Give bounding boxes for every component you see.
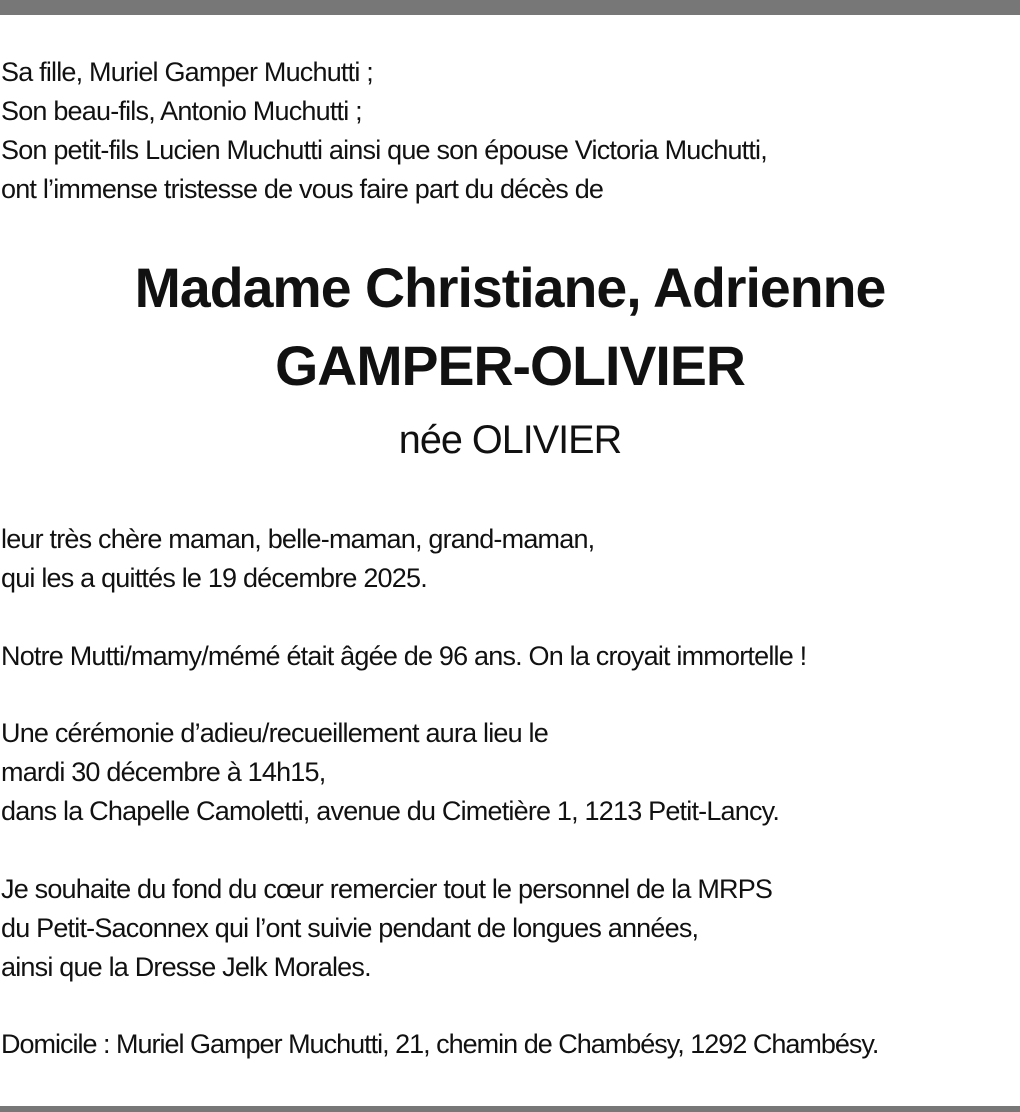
relation-paragraph <box>1 520 594 598</box>
relation-line: leur très chère maman, belle-maman, grand-maman, <box>1 524 595 554</box>
bottom-border <box>0 1106 1020 1112</box>
thanks-line: ainsi que la Dresse Jelk Morales. <box>1 952 371 982</box>
thanks-paragraph <box>1 870 772 987</box>
age-line: Notre Mutti/mamy/mémé était âgée de 96 ans. On la croyait immortelle ! <box>1 641 807 671</box>
ceremony-line: mardi 30 décembre à 14h15, <box>1 757 326 787</box>
relation-line: qui les a quittés le 19 décembre 2025. <box>1 563 427 593</box>
ceremony-line: Une cérémonie d’adieu/recueillement aura lieu le <box>1 718 548 748</box>
family-line: ont l’immense tristesse de vous faire part du décès de <box>1 174 604 204</box>
domicile-line: Domicile : Muriel Gamper Muchutti, 21, chemin de Chambésy, 1292 Chambésy. <box>1 1029 879 1059</box>
top-border <box>0 0 1020 15</box>
family-line: Son beau-fils, Antonio Muchutti ; <box>1 96 362 126</box>
deceased-name-line-2: GAMPER-OLIVIER <box>275 334 745 397</box>
thanks-line: du Petit-Saconnex qui l’ont suivie pendant de longues années, <box>1 913 699 943</box>
family-paragraph <box>1 53 767 209</box>
family-line: Sa fille, Muriel Gamper Muchutti ; <box>1 57 373 87</box>
deceased-name-line-1: Madame Christiane, Adrienne <box>134 256 886 319</box>
ceremony-line: dans la Chapelle Camoletti, avenue du Cimetière 1, 1213 Petit-Lancy. <box>1 796 780 826</box>
ceremony-paragraph <box>1 714 779 831</box>
thanks-line: Je souhaite du fond du cœur remercier tout le personnel de la MRPS <box>1 874 773 904</box>
age-paragraph <box>1 637 806 676</box>
maiden-name: née OLIVIER <box>398 418 622 462</box>
family-line: Son petit-fils Lucien Muchutti ainsi que son épouse Victoria Muchutti, <box>1 135 767 165</box>
domicile-paragraph <box>1 1025 878 1064</box>
